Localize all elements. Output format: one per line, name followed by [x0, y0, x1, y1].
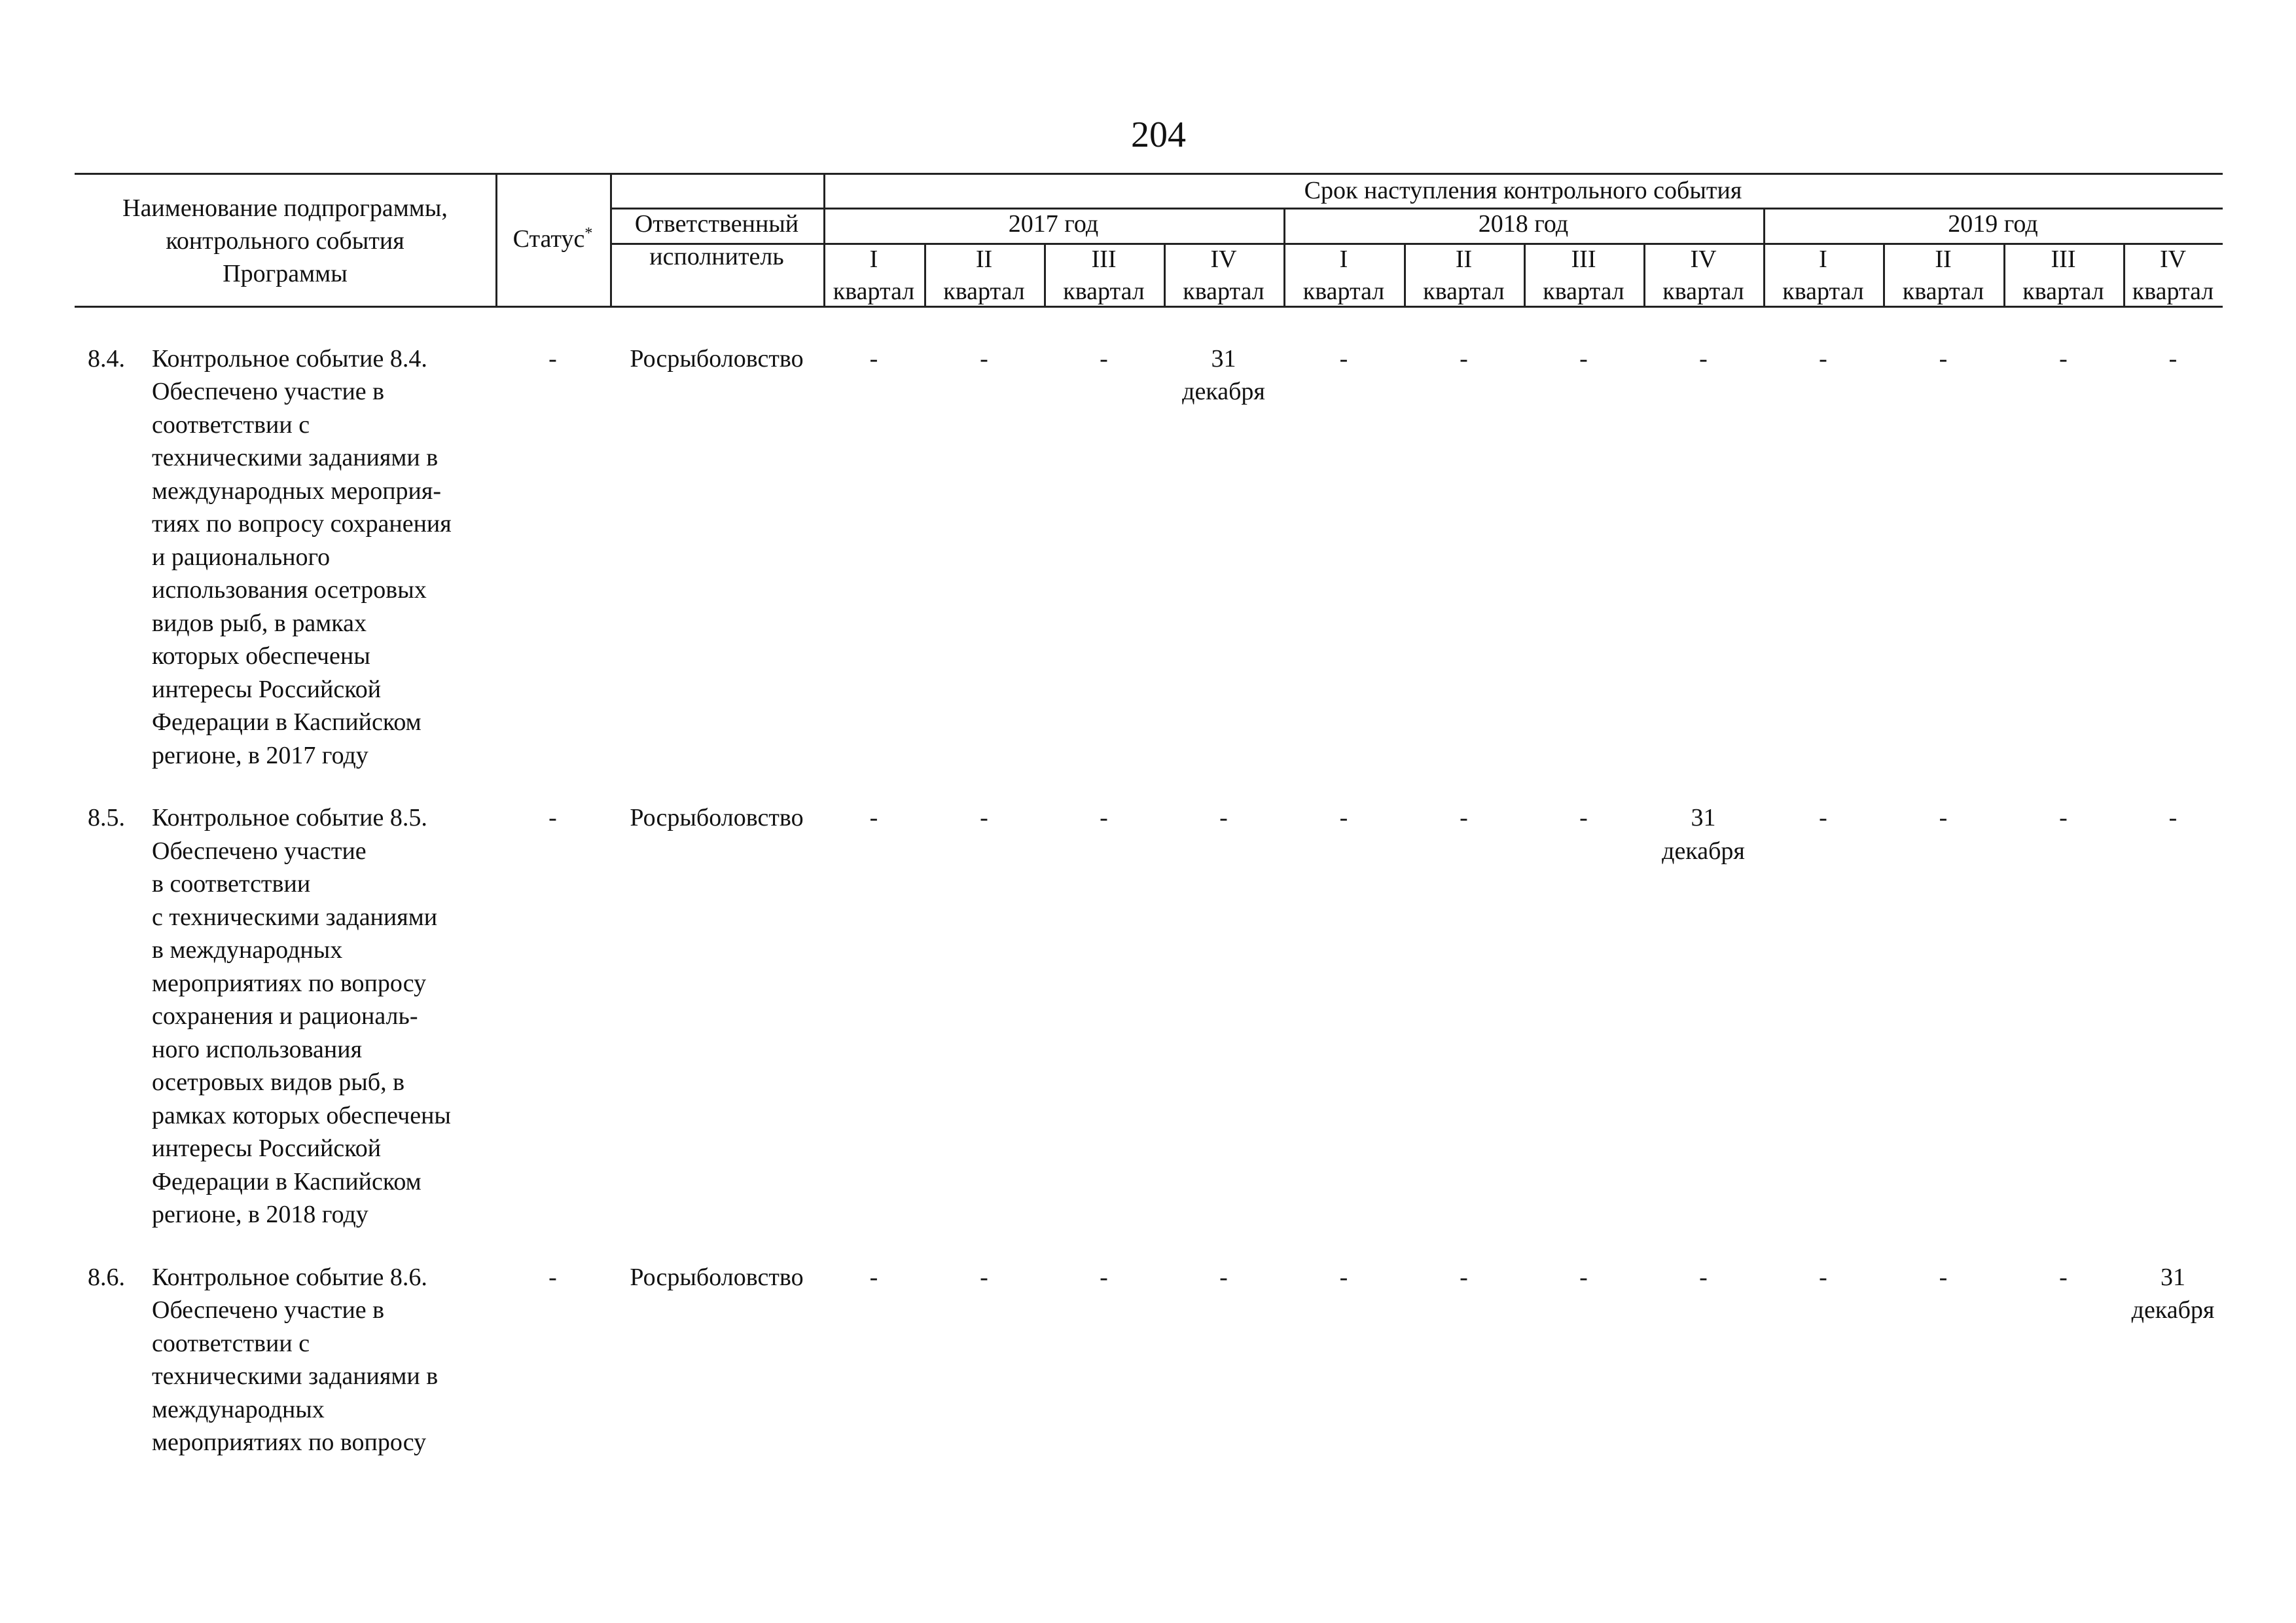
quarter-word: квартал [1543, 278, 1624, 305]
event-name-line: Федерации в Каспийском [152, 708, 422, 736]
event-name-line: техническими заданиями в [152, 444, 439, 471]
quarter-roman: I [869, 246, 878, 273]
event-name-line: осетровых видов рыб, в [152, 1068, 405, 1096]
event-name-line: мероприятиях по вопросу [152, 1429, 427, 1456]
quarter-deadline-value: - [980, 345, 988, 373]
quarter-deadline-value: - [2059, 345, 2068, 373]
quarter-deadline-value: декабря [1182, 378, 1265, 405]
quarter-deadline-value: - [1339, 1264, 1348, 1291]
quarter-deadline-value: - [1699, 345, 1708, 373]
executor-value: Росрыболовство [630, 804, 804, 831]
event-name-line: интересы Российской [152, 1135, 382, 1162]
quarter-roman: IV [1690, 246, 1717, 273]
quarter-deadline-value: - [869, 804, 878, 831]
quarter-deadline-value: - [1939, 1264, 1948, 1291]
quarter-word: квартал [1063, 278, 1145, 305]
quarter-word: квартал [1302, 278, 1385, 305]
event-name-line: использования осетровых [152, 576, 427, 604]
event-name-line: в международных [152, 936, 343, 964]
page-number: 204 [1131, 115, 1186, 155]
quarter-word: квартал [1782, 278, 1864, 305]
event-name-line: Контрольное событие 8.5. [152, 804, 427, 831]
event-name-line: тиях по вопросу сохранения [152, 510, 452, 538]
row-number: 8.5. [88, 804, 125, 831]
quarter-deadline-value: - [1819, 1264, 1827, 1291]
event-name-line: рамках которых обеспечены [152, 1102, 451, 1129]
period-title: Срок наступления контрольного события [1304, 177, 1742, 204]
quarter-word: квартал [1662, 278, 1744, 305]
event-name-line: которых обеспечены [152, 642, 370, 670]
quarter-roman: II [975, 246, 993, 273]
quarter-word: квартал [2132, 278, 2214, 305]
quarter-deadline-value: декабря [1662, 837, 1745, 865]
quarter-deadline-value: - [1819, 345, 1827, 373]
quarter-deadline-value: - [1579, 345, 1588, 373]
event-name-line: сохранения и рациональ- [152, 1002, 418, 1030]
quarter-roman: II [1935, 246, 1952, 273]
status-column-header [495, 223, 610, 255]
quarter-deadline-value: - [1460, 1264, 1468, 1291]
quarter-deadline-value: - [1460, 345, 1468, 373]
year-header: 2017 год [1008, 210, 1099, 238]
quarter-word: квартал [943, 278, 1025, 305]
quarter-word: квартал [833, 278, 915, 305]
quarter-deadline-value: - [1100, 345, 1108, 373]
quarter-deadline-value: - [980, 804, 988, 831]
event-name-line: международных мероприя- [152, 477, 442, 505]
status-value: - [548, 345, 557, 373]
quarter-deadline-value: - [1579, 1264, 1588, 1291]
quarter-deadline-value: декабря [2131, 1296, 2215, 1324]
executor-value: Росрыболовство [630, 1264, 804, 1291]
quarter-roman: I [1339, 246, 1348, 273]
quarter-deadline-value: - [1339, 804, 1348, 831]
event-name-line: интересы Российской [152, 676, 382, 703]
quarter-roman: III [2051, 246, 2076, 273]
quarter-word: квартал [1183, 278, 1265, 305]
quarter-deadline-value: 31 [2161, 1264, 2185, 1291]
quarter-roman: II [1455, 246, 1473, 273]
event-name-line: соответствии с [152, 411, 310, 439]
quarter-deadline-value: - [1100, 1264, 1108, 1291]
quarter-roman: I [1819, 246, 1827, 273]
quarter-deadline-value: 31 [1691, 804, 1716, 831]
quarter-deadline-value: - [2059, 804, 2068, 831]
quarter-roman: IV [2159, 246, 2187, 273]
executor-column-header-line: Ответственный [634, 210, 799, 238]
event-name-line: регионе, в 2017 году [152, 742, 368, 769]
event-name-line: регионе, в 2018 году [152, 1201, 368, 1228]
quarter-word: квартал [2022, 278, 2104, 305]
event-name-line: Обеспечено участие в [152, 378, 385, 405]
quarter-deadline-value: - [2059, 1264, 2068, 1291]
event-name-line: видов рыб, в рамках [152, 610, 367, 637]
event-name-line: международных [152, 1396, 325, 1423]
name-column-header-line: Наименование подпрограммы, [122, 194, 448, 222]
quarter-word: квартал [1423, 278, 1505, 305]
year-header: 2018 год [1478, 210, 1569, 238]
quarter-deadline-value: - [869, 1264, 878, 1291]
quarter-deadline-value: - [1339, 345, 1348, 373]
event-name-line: в соответствии [152, 870, 311, 898]
year-header: 2019 год [1948, 210, 2038, 238]
status-footnote-mark: * [584, 225, 593, 242]
quarter-word: квартал [1902, 278, 1984, 305]
event-name-line: техническими заданиями в [152, 1362, 439, 1390]
quarter-deadline-value: - [1819, 804, 1827, 831]
event-name-line: ного использования [152, 1036, 363, 1063]
quarter-deadline-value: - [1100, 804, 1108, 831]
executor-value: Росрыболовство [630, 345, 804, 373]
status-value: - [548, 804, 557, 831]
event-name-line: Контрольное событие 8.6. [152, 1264, 427, 1291]
quarter-deadline-value: - [1699, 1264, 1708, 1291]
status-value: - [548, 1264, 557, 1291]
quarter-deadline-value: - [869, 345, 878, 373]
executor-column-header-line: исполнитель [649, 243, 784, 270]
quarter-deadline-value: - [1460, 804, 1468, 831]
event-name-line: Контрольное событие 8.4. [152, 345, 427, 373]
event-name-line: и рационального [152, 543, 331, 571]
event-name-line: с техническими заданиями [152, 903, 438, 931]
event-name-line: Федерации в Каспийском [152, 1168, 422, 1195]
status-header-label: Статус [512, 225, 585, 253]
event-name-line: мероприятиях по вопросу [152, 970, 427, 997]
quarter-deadline-value: 31 [1211, 345, 1236, 373]
quarter-deadline-value: - [2168, 345, 2178, 373]
row-number: 8.4. [88, 345, 125, 373]
quarter-deadline-value: - [1939, 804, 1948, 831]
quarter-deadline-value: - [1939, 345, 1948, 373]
name-column-header-line: Программы [223, 260, 348, 287]
quarter-roman: IV [1210, 246, 1237, 273]
quarter-deadline-value: - [1579, 804, 1588, 831]
quarter-roman: III [1571, 246, 1596, 273]
name-column-header-line: контрольного события [166, 227, 404, 255]
event-name-line: Обеспечено участие в [152, 1296, 385, 1324]
quarter-deadline-value: - [1219, 1264, 1228, 1291]
row-number: 8.6. [88, 1264, 125, 1291]
quarter-deadline-value: - [2168, 804, 2178, 831]
event-name-line: Обеспечено участие [152, 837, 367, 865]
event-name-line: соответствии с [152, 1330, 310, 1357]
quarter-roman: III [1091, 246, 1117, 273]
quarter-deadline-value: - [1219, 804, 1228, 831]
quarter-deadline-value: - [980, 1264, 988, 1291]
